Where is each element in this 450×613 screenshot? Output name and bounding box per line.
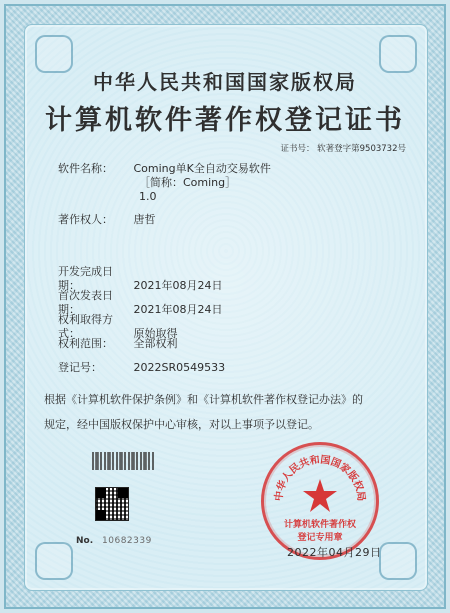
software-short-name: ［简称：Coming］	[139, 176, 237, 189]
seal-outer-text: 中华人民共和国国家版权局	[273, 454, 367, 502]
software-name-value: Coming单K全自动交易软件	[133, 162, 271, 175]
completion-date-value: 2021年08月24日	[133, 279, 223, 292]
registration-number-row	[58, 361, 225, 375]
serial-number-prefix: No.	[76, 536, 94, 546]
qr-code	[95, 487, 129, 521]
first-publication-date-value: 2021年08月24日	[133, 303, 223, 316]
statement-line-1: 根据《计算机软件保护条例》和《计算机软件著作权登记办法》的	[44, 393, 363, 406]
registration-number-value: 2022SR0549533	[133, 361, 226, 374]
completion-date-label: 开发完成日期：	[58, 265, 113, 292]
certificate-number-text: 证书号： 软著登字第9503732号	[280, 144, 406, 154]
rights-acquisition-value: 原始取得	[133, 327, 178, 340]
issue-date: 2022年04月29日	[287, 546, 382, 559]
registration-number-label: 登记号：	[58, 361, 102, 374]
seal-inner-line-1: 计算机软件著作权	[283, 520, 357, 530]
copyright-owner-value: 唐哲	[133, 213, 156, 226]
issuer-title: 中华人民共和国国家版权局	[93, 70, 357, 94]
official-seal	[261, 442, 379, 560]
serial-number-value: 10682339	[102, 536, 152, 546]
software-name-row	[58, 162, 271, 176]
software-version: 1.0	[139, 190, 157, 203]
corner-ornament-bottom-left	[35, 542, 73, 580]
first-publication-date-label: 首次发表日期：	[58, 289, 113, 316]
seal-inner-line-2: 登记专用章	[297, 533, 343, 543]
seal-star-icon	[303, 479, 337, 512]
certificate-title: 计算机软件著作权登记证书	[45, 105, 405, 136]
rights-scope-row	[58, 337, 178, 351]
rights-scope-label: 权利范围：	[58, 337, 113, 350]
copyright-owner-label: 著作权人：	[58, 213, 113, 226]
rights-acquisition-label: 权利取得方式：	[58, 313, 113, 340]
seal-graphic	[264, 445, 376, 557]
copyright-owner-row	[58, 213, 156, 227]
certificate-number	[280, 142, 406, 154]
serial-number	[76, 536, 152, 546]
statement-line-2: 规定，经中国版权保护中心审核，对以上事项予以登记。	[44, 418, 319, 431]
corner-ornament-bottom-right	[379, 542, 417, 580]
software-name-label: 软件名称：	[58, 162, 113, 175]
rights-scope-value: 全部权利	[133, 337, 178, 350]
barcode	[92, 452, 154, 470]
